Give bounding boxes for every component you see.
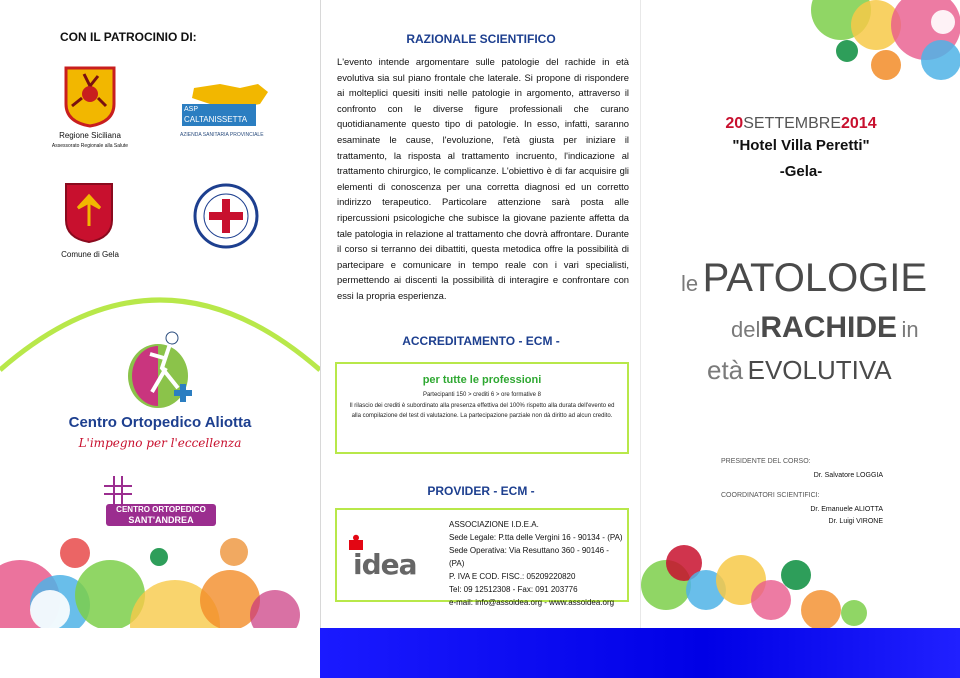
title-le: le bbox=[681, 271, 699, 296]
regione-subcaption: Assessorato Regionale alla Salute bbox=[51, 143, 129, 149]
title-rachide: RACHIDE bbox=[760, 311, 898, 344]
provider-line: e-mail: info@assoidea.org - www.assoidea.org bbox=[449, 598, 615, 607]
bottom-strip-left bbox=[0, 628, 320, 678]
event-city: -Gela- bbox=[779, 163, 823, 180]
event-title bbox=[681, 255, 960, 394]
accredit-title: ACCREDITAMENTO - ECM - bbox=[402, 334, 560, 348]
left-panel bbox=[0, 0, 320, 628]
event-date bbox=[641, 115, 960, 133]
date-year: 2014 bbox=[841, 115, 877, 132]
title-eta: età bbox=[707, 355, 744, 385]
date-month: SETTEMBRE bbox=[743, 115, 841, 132]
comune-gela-logo bbox=[64, 182, 114, 244]
provider-line: Sede Operativa: Via Resuttano 360 - 90146 - (PA) bbox=[449, 546, 609, 568]
rationale-text: L'evento intende argomentare sulle patologie del rachide in età evolutiva sia sul piano frontale che laterale. Si propone di rispondere ai molteplici quesiti insiti nelle patologie in argomento, attraverso il confronto con le diverse figure professionali che curano quotidianamente questo tipo di patologie. In esso, infatti, saranno esaminate le cause, l'evoluzione, l'età giusta per iniziare il trattamento, la risposta al trattamento incruento, l'indicazione al trattamento chirurgico, le complicanze. L'obiettivo è di far acquisire gli elementi di conoscenza per una corretta diagnosi ed un corretto indirizzo terapeutico. Particolare attenzione sarà posta alle ripercussioni psicologiche che subisce la giovane paziente affetta da tale patologia in relazione al trattamento che dovrà affrontare. Durante il corso si terranno dei dibattiti, questa metodica offre la possibilità di partecipare e comunicare in tempo reale con i vari specialisti, permettendo ai discenti la possibilità di interagire e confrontare con essi la propria esperienza. bbox=[337, 56, 629, 301]
accredit-sub: per tutte le professioni bbox=[422, 374, 542, 386]
provider-line: P. IVA E COD. FISC.: 05209220820 bbox=[449, 572, 576, 581]
event-venue: "Hotel Villa Peretti" bbox=[732, 137, 870, 154]
asp-caption: AZIENDA SANITARIA PROVINCIALE bbox=[180, 132, 264, 138]
centro-aliotta-name: Centro Ortopedico Aliotta bbox=[68, 414, 252, 431]
rationale-title: RAZIONALE SCIENTIFICO bbox=[406, 32, 556, 46]
president-label: PRESIDENTE DEL CORSO: bbox=[721, 458, 811, 465]
accredit-box bbox=[335, 362, 629, 454]
accredit-line1: Partecipanti 150 > crediti 6 > ore formative 8 bbox=[422, 392, 542, 398]
santandrea-badge bbox=[106, 504, 216, 526]
provider-title: PROVIDER - ECM - bbox=[427, 484, 535, 498]
date-day: 20 bbox=[725, 115, 744, 132]
coord-label: COORDINATORI SCIENTIFICI: bbox=[721, 492, 820, 499]
provider-line: Sede Legale: P.tta delle Vergini 16 - 90134 - (PA) bbox=[449, 533, 623, 542]
comune-caption: Comune di Gela bbox=[61, 250, 119, 259]
regione-siciliana-logo bbox=[64, 66, 116, 128]
asp-line1: ASP bbox=[184, 106, 199, 113]
title-patologie: PATOLOGIE bbox=[702, 256, 928, 300]
santandrea-line2: SANT'ANDREA bbox=[128, 515, 194, 525]
title-evolutiva: EVOLUTIVA bbox=[747, 355, 892, 385]
president-name: Dr. Salvatore LOGGIA bbox=[813, 472, 883, 479]
santandrea-line1: CENTRO ORTOPEDICO bbox=[116, 505, 206, 514]
centro-aliotta-logo bbox=[122, 328, 198, 414]
asp-line2: CALTANISSETTA bbox=[184, 115, 248, 124]
bottom-blue-bar bbox=[320, 628, 960, 678]
middle-panel bbox=[320, 0, 641, 628]
right-panel bbox=[640, 0, 960, 628]
idea-logo: idea bbox=[353, 548, 417, 581]
provider-details bbox=[449, 518, 625, 609]
coord-name1: Dr. Emanuele ALIOTTA bbox=[810, 506, 883, 513]
patronage-title: CON IL PATROCINIO DI: bbox=[60, 30, 197, 44]
provider-line: Tel: 09 12512308 - Fax: 091 203776 bbox=[449, 585, 578, 594]
title-del: del bbox=[731, 317, 761, 342]
provider-box bbox=[335, 508, 629, 607]
regione-caption: Regione Siciliana bbox=[59, 131, 121, 140]
coord-name2: Dr. Luigi VIRONE bbox=[828, 518, 883, 525]
santandrea-cross-icon bbox=[104, 476, 132, 504]
title-in: in bbox=[901, 317, 919, 342]
centro-aliotta-slogan: L'impegno per l'eccellenza bbox=[78, 436, 242, 450]
green-arc-decoration bbox=[0, 240, 320, 628]
accredit-text: Il rilascio dei crediti è subordinato alla presenza effettiva del 100% rispetto alla durata dell'evento ed alla compilazione del test di valutazione. La partecipazione parziale non dà diritto ad alcun credito. bbox=[349, 403, 615, 419]
provider-line: ASSOCIAZIONE I.D.E.A. bbox=[449, 520, 539, 529]
medical-order-seal-logo bbox=[193, 183, 259, 249]
